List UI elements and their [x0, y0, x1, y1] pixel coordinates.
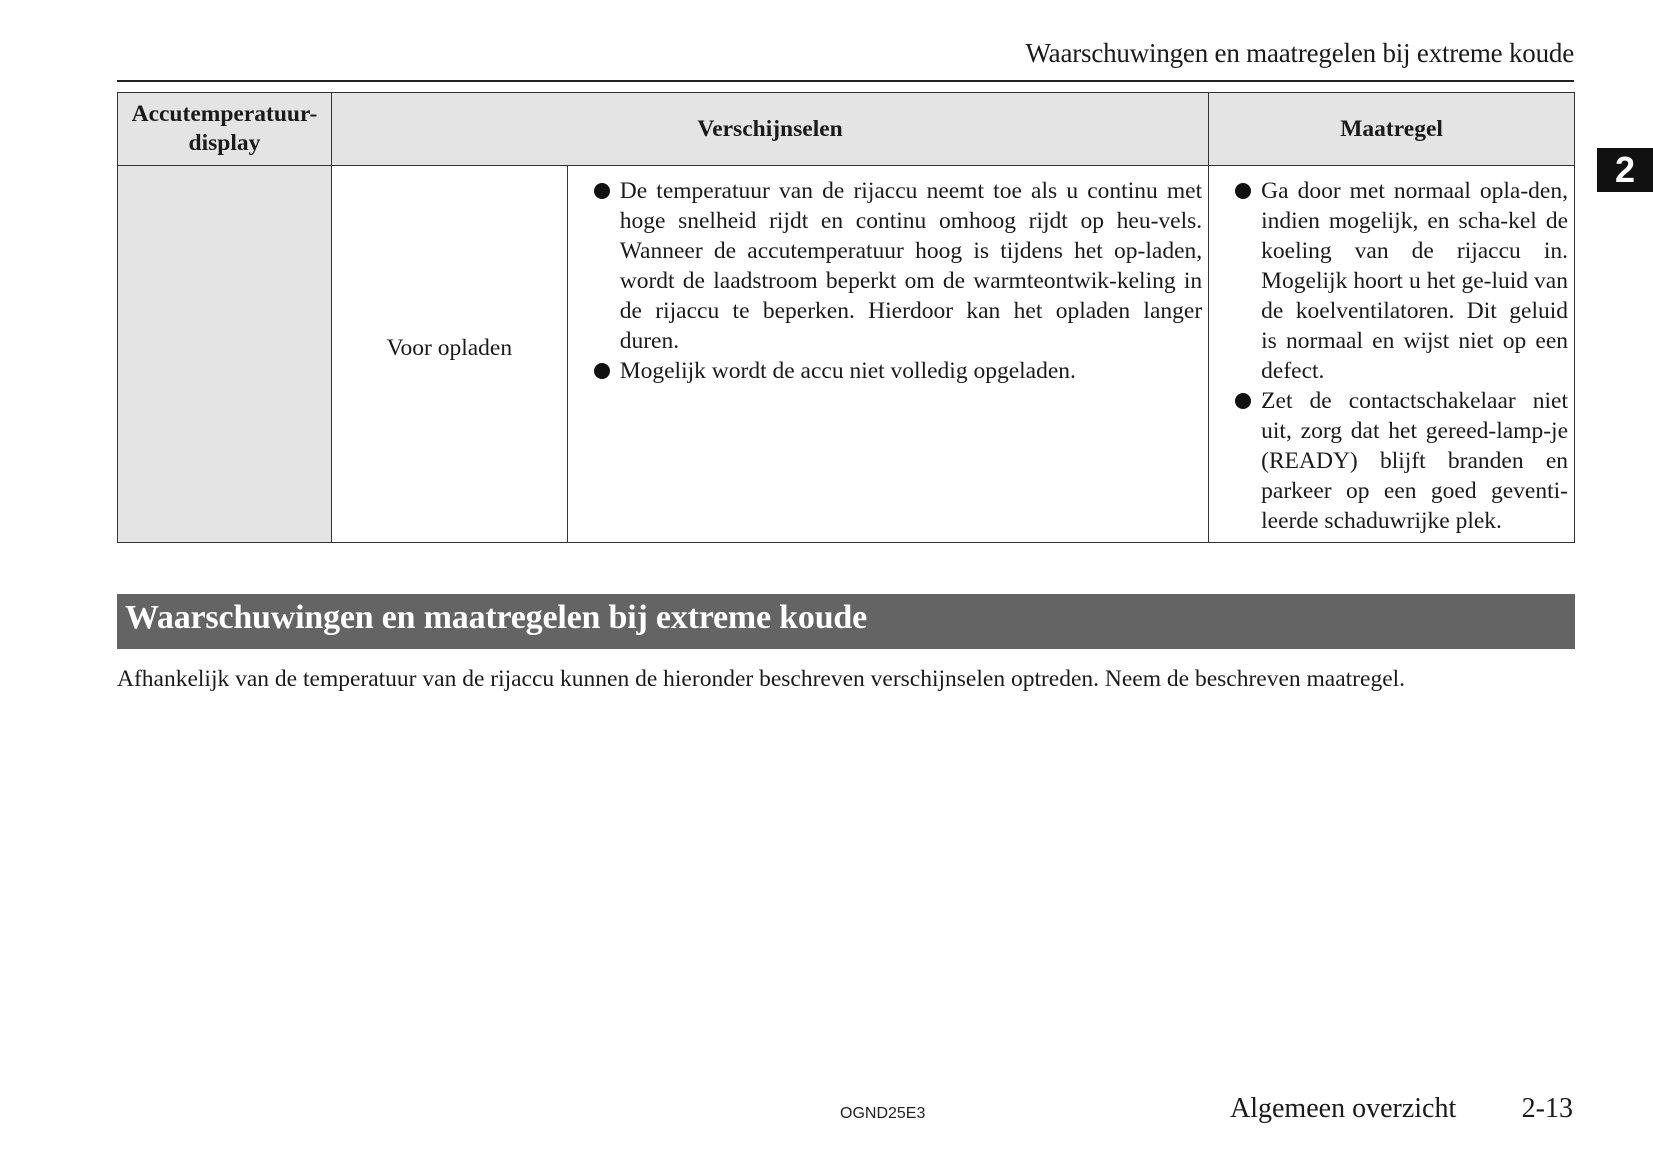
list-item: [1235, 176, 1568, 386]
column-header-measure: Maatregel: [1209, 93, 1575, 166]
measure-text: Ga door met normaal opla-den, indien mogelijk, en scha-kel de koeling van de rijaccu in. Mogelijk hoort u het ge-luid van de koelventilatoren. Dit geluid is normaal en wijst niet op een defect.: [1261, 178, 1568, 384]
bullet-icon: [594, 183, 610, 199]
header-rule: [117, 80, 1574, 82]
column-header-phenomena: Verschijnselen: [331, 93, 1208, 166]
measures-list: [1235, 176, 1568, 536]
section-title: Waarschuwingen en maatregelen bij extreme koude: [117, 594, 1575, 649]
list-item: [594, 176, 1202, 356]
table-header-row: [118, 93, 1575, 166]
column-header-display-line1: Accutemperatuur-: [131, 101, 318, 127]
display-cell: [118, 166, 332, 543]
table-row: [118, 166, 1575, 543]
chapter-tab: 2: [1597, 148, 1653, 192]
measure-text: Zet de contactschakelaar niet uit, zorg dat het gereed-lamp-je (READY) blijft branden en parkeer op een goed geventi-leerde schaduwrijke plek.: [1261, 388, 1568, 534]
running-header-title: Waarschuwingen en maatregelen bij extreme koude: [1025, 38, 1574, 68]
document-code: OGND25E3: [840, 1105, 926, 1122]
phenomena-list: [594, 176, 1202, 386]
bullet-icon: [1235, 393, 1251, 409]
state-cell: Voor opladen: [331, 166, 567, 543]
bullet-icon: [1235, 183, 1251, 199]
section-intro: Afhankelijk van de temperatuur van de rijaccu kunnen de hieronder beschreven verschijnselen optreden. Neem de beschreven maatregel.: [117, 666, 1406, 692]
phenomenon-text: Mogelijk wordt de accu niet volledig opgeladen.: [619, 358, 1076, 384]
list-item: [594, 356, 1202, 386]
battery-temperature-table: [117, 92, 1575, 543]
column-header-display: [118, 93, 332, 166]
phenomena-cell: [567, 166, 1208, 543]
page-number: 2-13: [1521, 1093, 1573, 1124]
phenomenon-text: De temperatuur van de rijaccu neemt toe als u continu met hoge snelheid rijdt en continu omhoog rijdt op heu-vels. Wanneer de accutemperatuur hoog is tijdens het op-laden, wordt de laadstroom beperkt om de warmteontwik-keling in de rijaccu te beperken. Hierdoor kan het opladen langer duren.: [619, 178, 1203, 354]
footer-section-name: Algemeen overzicht: [1230, 1093, 1457, 1124]
list-item: [1235, 386, 1568, 536]
measure-cell: [1209, 166, 1575, 543]
bullet-icon: [594, 363, 610, 379]
column-header-display-line2: display: [188, 130, 261, 156]
